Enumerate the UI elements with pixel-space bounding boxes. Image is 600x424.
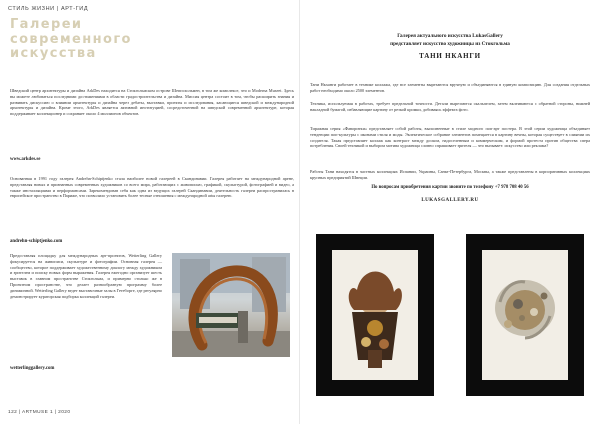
gallery-subheader: представляет искусство художницы из Стокгольма <box>390 41 510 47</box>
gallery-website[interactable]: LUKASGALLERY.RU <box>421 198 479 203</box>
artist-paragraph-4: Работы Тани находятся в частных коллекциях Испании, Украины, Санкт-Петербурга, Москвы, а также представлены в корпоративных коллекциях крупных предприятий Швеции. <box>310 169 590 180</box>
gallery-header: Галерея актуального искусства LukasGallery <box>397 33 503 39</box>
artist-name: ТАНИ НКАНГИ <box>419 52 481 60</box>
sculpture-image <box>172 253 290 357</box>
title-line: современного <box>10 31 132 47</box>
andrehn-paragraph: Основанная в 1991 году галерея Andrehn-Schiptjenko стала наиболее новой галереей в Скандинавии. Галерея работает на международной арене, представляя новых и признанных современных художников со всего мира, работающих с живописью, графикой, скульптурой, фотографией и видео, а также инсталляциями и перформансами. Зарекомендовав себя как одна из ведущих галерей Скандинавии, деятельность галереи распространилась в европейское пространство в Париже, что позволило установить более тесные отношения с международной artы галерею. <box>10 176 294 199</box>
contact-phone: По вопросам приобретения картин звоните по телефону +7 978 708 40 56 <box>371 185 529 190</box>
page-footer: 122 | ARTMUSE 1 | 2020 <box>8 410 71 415</box>
artwork-frame-2 <box>466 234 584 396</box>
section-header: СТИЛЬ ЖИЗНИ | АРТ-ГИД <box>8 6 89 12</box>
andrehn-link[interactable]: andrehn-schiptjenko.com <box>10 239 63 244</box>
collage-artwork-2 <box>482 250 568 380</box>
title-line: искусства <box>10 46 97 61</box>
right-page <box>300 0 600 424</box>
collage-artwork-1 <box>332 250 418 380</box>
artist-paragraph-1: Тани Нкханги работает в технике коллажа, где все элементы вырезаются вручную и объединяются в единую композицию. Для создания отдельных работ необходимо около 2500 элементов. <box>310 82 590 93</box>
arkdes-link[interactable]: www.arkdes.se <box>10 157 41 162</box>
sculpture-photo <box>172 253 290 357</box>
page-title <box>10 18 132 62</box>
arkdes-paragraph: Шведский центр архитектуры и дизайна ArkDes находится на Стокгольмском острове Шеппсхольмен, в том же комплексе, что и Moderna Museet. Здесь вы можете любоваться последними достижениями в области градостроительства и дизайна. Миссия центра состоит в том, чтобы расширить знания и развивать дискуссию о влиянии архитектуры и дизайна через дебаты, выставки, проекты и исследования, касающиеся шведской и международной архитектуры и дизайна. Кроме этого, ArkDes является активной институцией, сосредоточенной на шведской современной архитектуре, которая поддерживает коллекционер и сохраняет около 4 миллионов объектов. <box>10 88 294 117</box>
artwork-mat-1 <box>332 250 418 380</box>
artist-paragraph-3: Тиражная серия «Фаворитки» представляет собой работы, выполненные в стиле модного поп-арт постера. В этой серии художница объединяет тенденции поп-культуры с иконами стиля и моды. Эклектическое собрание элементов помещается в картину вечны, которая существует в слиянии их создателя. Такая представляет коллаж как контраст между доском, надоселенным и коммерческим, и формой протеста против общества спера потребления. Своей техникой и выбором мотива художница словно спрашивает зрителя — что вызывает: искусство или реклама? <box>310 126 590 149</box>
wetterling-link[interactable]: wetterlinggallery.com <box>10 366 55 371</box>
title-line: Галереи <box>10 17 83 32</box>
artwork-frame-1 <box>316 234 434 396</box>
artist-paragraph-2: Техника, используемая в работах, требует предельной точности. Детали вырезаются скальпелем, затем вклеиваются с обратной стороны, нижней накладной бумагой, избавляющие картину от резкой кромки, добиваясь эффекта фото. <box>310 101 590 112</box>
artwork-mat-2 <box>482 250 568 380</box>
wetterling-paragraph: Предоставляя площадку для международных арт-проектов, Wetterling Gallery фокусируется на живописи, скульптуре и фотографии. Основная галерея — сообщество, которое поддерживает художественному диалогу между художником и зрителем и поиску новых форм выражения. Галерея ежегодно организует шесть выставок в главном пространстве Стокгольма, и примерно столько же в Проектном пространстве, что делает разнообразную программу более динамичной. Wetterling Gallery ведет выставочные залы в Гетеборге, где регулярно демонстрирует кураторская подборка коллекций галереи. <box>10 253 162 299</box>
